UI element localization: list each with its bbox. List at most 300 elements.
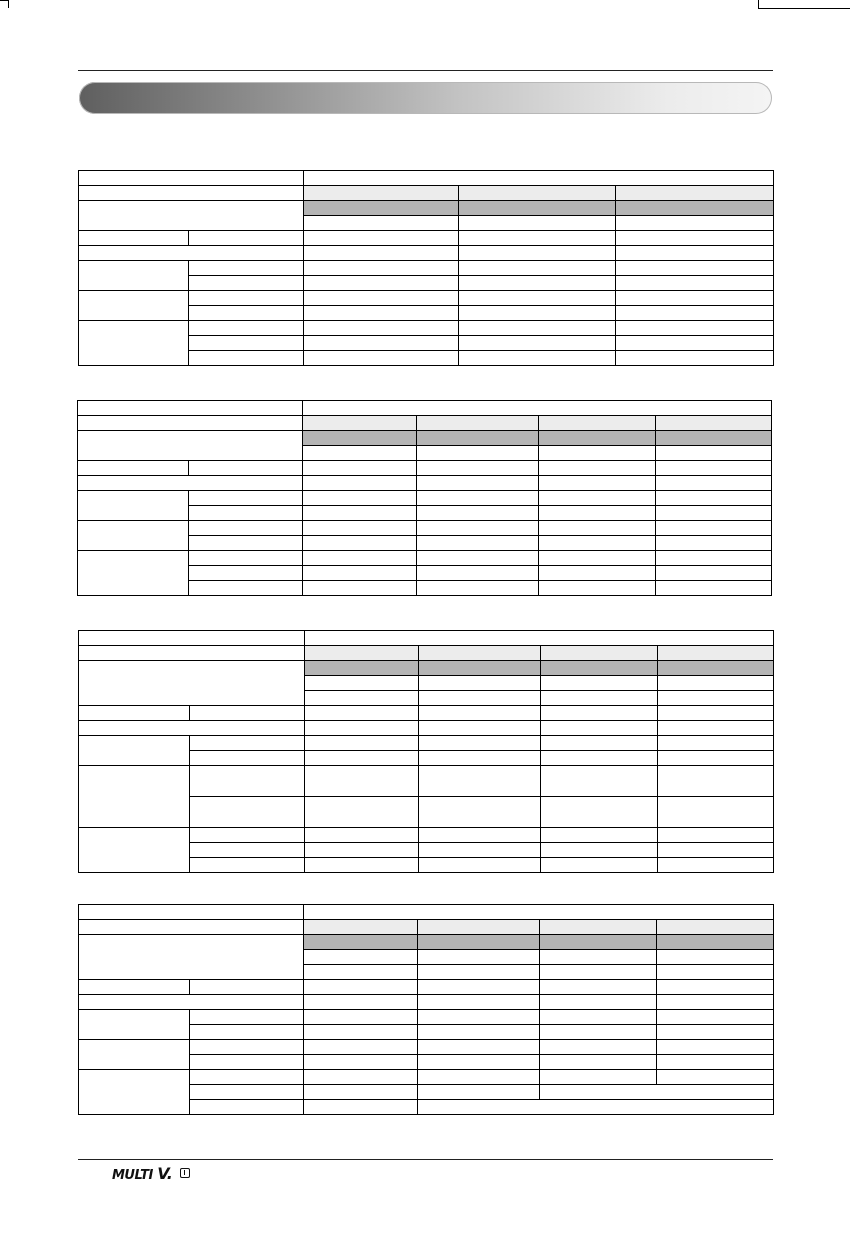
table-cell (616, 216, 774, 231)
table-row (78, 401, 772, 416)
table-cell (189, 566, 303, 581)
section-header-band (79, 82, 772, 114)
table-cell (79, 1040, 190, 1070)
table-cell (303, 461, 417, 476)
table-cell (190, 828, 305, 843)
table-cell (418, 1055, 540, 1070)
table-cell (541, 828, 658, 843)
table-cell (78, 521, 189, 551)
crop-mark (758, 0, 759, 8)
table-cell (78, 491, 189, 521)
table-cell (658, 661, 774, 676)
table-row (78, 551, 772, 566)
table-cell (539, 506, 656, 521)
table-cell (78, 476, 303, 491)
table-cell (79, 766, 190, 828)
table-cell (459, 306, 616, 321)
table-cell (539, 581, 656, 596)
table-cell (656, 446, 772, 461)
table-cell (189, 291, 304, 306)
table-cell (459, 261, 616, 276)
table-cell (189, 551, 303, 566)
table-cell (304, 950, 418, 965)
table-cell (656, 461, 772, 476)
top-rule (78, 70, 773, 71)
table-cell (305, 691, 419, 706)
table-cell (656, 536, 772, 551)
table-cell (189, 306, 304, 321)
table-cell (189, 336, 304, 351)
table-cell (417, 581, 539, 596)
table-cell (303, 476, 417, 491)
table-cell (305, 828, 419, 843)
table-cell (541, 843, 658, 858)
table-cell (78, 416, 303, 431)
table-cell (305, 631, 774, 646)
table-cell (419, 706, 541, 721)
table-cell (79, 828, 190, 873)
table-row (79, 1040, 774, 1055)
table-cell (540, 920, 657, 935)
table-row (79, 905, 774, 920)
table-cell (656, 491, 772, 506)
table-cell (304, 336, 459, 351)
table-cell (304, 171, 774, 186)
table-cell (417, 506, 539, 521)
table-cell (79, 291, 189, 321)
table-cell (304, 980, 418, 995)
table-cell (541, 858, 658, 873)
brand-logo-text: MULTI (112, 1168, 153, 1183)
table-cell (459, 321, 616, 336)
table-cell (541, 676, 658, 691)
table-cell (616, 261, 774, 276)
table-cell (657, 950, 774, 965)
table-cell (540, 1025, 657, 1040)
table-cell (304, 291, 459, 306)
table-cell (418, 920, 540, 935)
table-cell (304, 965, 418, 980)
spec-table-2 (77, 400, 772, 596)
table-row (79, 231, 774, 246)
table-cell (190, 1040, 304, 1055)
table-cell (657, 1070, 774, 1085)
table-cell (79, 736, 190, 766)
table-cell (616, 351, 774, 366)
table-cell (304, 1055, 418, 1070)
table-cell (305, 661, 419, 676)
table-cell (419, 646, 541, 661)
table-cell (657, 995, 774, 1010)
table-cell (419, 766, 541, 797)
table-cell (190, 843, 305, 858)
spec-table-1 (78, 170, 774, 366)
table-row (78, 491, 772, 506)
table-cell (303, 506, 417, 521)
table-cell (419, 721, 541, 736)
table-cell (656, 551, 772, 566)
table-cell (304, 306, 459, 321)
table-cell (304, 920, 418, 935)
table-cell (539, 536, 656, 551)
table-cell (79, 171, 304, 186)
table-cell (418, 950, 540, 965)
table-cell (78, 401, 303, 416)
table-cell (459, 231, 616, 246)
table-cell (657, 1025, 774, 1040)
table-cell (418, 1100, 774, 1115)
table-cell (459, 186, 616, 201)
table-cell (304, 1010, 418, 1025)
table-cell (419, 691, 541, 706)
table-cell (79, 980, 190, 995)
table-cell (539, 461, 656, 476)
table-cell (190, 797, 305, 828)
table-cell (303, 581, 417, 596)
brand-mark-icon (180, 1168, 190, 1178)
table-cell (78, 461, 189, 476)
table-row (79, 721, 774, 736)
spec-table-3 (78, 630, 774, 873)
table-cell (541, 766, 658, 797)
table-cell (616, 201, 774, 216)
table-cell (189, 231, 304, 246)
table-cell (459, 246, 616, 261)
table-row (78, 461, 772, 476)
table-cell (304, 261, 459, 276)
table-cell (78, 431, 303, 461)
table-cell (189, 581, 303, 596)
table-cell (304, 1025, 418, 1040)
table-row (78, 521, 772, 536)
table-cell (657, 920, 774, 935)
table-row (78, 476, 772, 491)
table-cell (419, 751, 541, 766)
table-cell (459, 291, 616, 306)
table-cell (658, 751, 774, 766)
table-cell (190, 1100, 304, 1115)
table-cell (79, 935, 304, 980)
table-cell (540, 980, 657, 995)
table-cell (539, 431, 656, 446)
table-cell (417, 551, 539, 566)
table-cell (419, 858, 541, 873)
table-cell (658, 843, 774, 858)
table-cell (190, 706, 305, 721)
table-cell (419, 661, 541, 676)
table-cell (305, 721, 419, 736)
table-cell (459, 336, 616, 351)
table-cell (418, 1070, 540, 1085)
table-cell (304, 935, 418, 950)
table-cell (305, 706, 419, 721)
table-cell (79, 721, 305, 736)
table-row (79, 706, 774, 721)
table-cell (79, 231, 189, 246)
table-cell (657, 965, 774, 980)
table-cell (303, 521, 417, 536)
table-cell (539, 446, 656, 461)
table-cell (658, 797, 774, 828)
table-cell (419, 676, 541, 691)
table-cell (656, 521, 772, 536)
table-cell (419, 843, 541, 858)
table-cell (541, 736, 658, 751)
table-cell (656, 566, 772, 581)
table-cell (79, 186, 304, 201)
table-cell (305, 858, 419, 873)
table-cell (190, 751, 305, 766)
table-cell (417, 446, 539, 461)
table-cell (189, 506, 303, 521)
table-cell (79, 1070, 190, 1115)
table-row (78, 431, 772, 446)
table-cell (304, 1040, 418, 1055)
table-cell (540, 995, 657, 1010)
table-cell (540, 1070, 657, 1085)
table-cell (459, 351, 616, 366)
table-cell (190, 980, 304, 995)
table-row (79, 186, 774, 201)
table-row (79, 736, 774, 751)
table-cell (190, 1070, 304, 1085)
table-cell (540, 950, 657, 965)
table-cell (304, 201, 459, 216)
table-cell (539, 476, 656, 491)
table-cell (658, 721, 774, 736)
table-cell (417, 521, 539, 536)
table-cell (417, 416, 539, 431)
table-cell (616, 291, 774, 306)
table-cell (190, 858, 305, 873)
table-cell (304, 1070, 418, 1085)
table-cell (418, 1025, 540, 1040)
table-cell (303, 536, 417, 551)
table-cell (541, 797, 658, 828)
table-cell (303, 491, 417, 506)
table-cell (419, 797, 541, 828)
table-cell (656, 506, 772, 521)
table-cell (189, 491, 303, 506)
table-cell (303, 551, 417, 566)
table-cell (79, 995, 304, 1010)
table-cell (305, 676, 419, 691)
table-cell (656, 431, 772, 446)
table-cell (658, 736, 774, 751)
table-cell (78, 551, 189, 596)
table-cell (305, 736, 419, 751)
table-row (79, 1070, 774, 1085)
table-cell (541, 646, 658, 661)
table-cell (304, 1085, 418, 1100)
table-cell (540, 1040, 657, 1055)
table-cell (304, 995, 418, 1010)
table-cell (657, 1055, 774, 1070)
table-cell (459, 216, 616, 231)
table-cell (79, 261, 189, 291)
table-cell (305, 646, 419, 661)
table-row (79, 171, 774, 186)
table-cell (304, 246, 459, 261)
table-cell (658, 858, 774, 873)
table-cell (657, 1040, 774, 1055)
table-cell (616, 336, 774, 351)
table-cell (541, 691, 658, 706)
table-cell (189, 521, 303, 536)
table-cell (189, 276, 304, 291)
table-row (79, 935, 774, 950)
table-cell (541, 721, 658, 736)
table-cell (304, 186, 459, 201)
table-cell (658, 766, 774, 797)
table-row (79, 291, 774, 306)
table-cell (657, 935, 774, 950)
table-cell (616, 306, 774, 321)
table-cell (189, 261, 304, 276)
table-cell (304, 321, 459, 336)
table-row (79, 980, 774, 995)
crop-mark (0, 0, 8, 1)
table-cell (418, 965, 540, 980)
table-cell (540, 1085, 774, 1100)
table-cell (541, 751, 658, 766)
table-cell (305, 797, 419, 828)
table-cell (304, 351, 459, 366)
table-cell (418, 995, 540, 1010)
table-cell (417, 476, 539, 491)
table-cell (418, 980, 540, 995)
table-cell (539, 521, 656, 536)
table-row (79, 1010, 774, 1025)
table-row (79, 646, 774, 661)
table-cell (79, 631, 305, 646)
table-cell (417, 431, 539, 446)
table-cell (79, 201, 304, 231)
table-cell (305, 751, 419, 766)
table-row (79, 201, 774, 216)
table-row (79, 828, 774, 843)
table-cell (616, 276, 774, 291)
brand-logo-v: V. (157, 1164, 173, 1183)
table-cell (79, 246, 304, 261)
table-cell (418, 1010, 540, 1025)
table-cell (303, 566, 417, 581)
table-cell (79, 920, 304, 935)
table-cell (304, 231, 459, 246)
table-cell (540, 1010, 657, 1025)
table-cell (616, 321, 774, 336)
table-cell (417, 566, 539, 581)
table-cell (189, 321, 304, 336)
table-cell (540, 1055, 657, 1070)
table-cell (540, 965, 657, 980)
table-cell (305, 843, 419, 858)
table-cell (418, 935, 540, 950)
table-row (79, 661, 774, 676)
table-cell (190, 1010, 304, 1025)
table-cell (616, 246, 774, 261)
table-cell (658, 691, 774, 706)
table-cell (79, 706, 190, 721)
table-cell (540, 935, 657, 950)
table-cell (190, 766, 305, 797)
table-cell (190, 1055, 304, 1070)
table-cell (656, 581, 772, 596)
table-cell (658, 828, 774, 843)
brand-logo (112, 1164, 190, 1182)
table-cell (459, 276, 616, 291)
table-cell (303, 416, 417, 431)
table-row (79, 246, 774, 261)
table-row (79, 766, 774, 797)
table-cell (190, 736, 305, 751)
table-cell (616, 186, 774, 201)
table-cell (189, 536, 303, 551)
table-cell (656, 476, 772, 491)
table-row (79, 920, 774, 935)
table-cell (658, 646, 774, 661)
table-cell (657, 1010, 774, 1025)
bottom-rule (78, 1159, 773, 1160)
table-cell (304, 1100, 418, 1115)
table-row (79, 321, 774, 336)
table-cell (418, 1085, 540, 1100)
table-cell (304, 905, 774, 920)
table-cell (190, 1025, 304, 1040)
table-cell (304, 276, 459, 291)
table-cell (656, 416, 772, 431)
table-cell (418, 1040, 540, 1055)
table-cell (79, 646, 305, 661)
crop-mark (8, 0, 9, 8)
table-cell (539, 566, 656, 581)
table-cell (459, 201, 616, 216)
table-row (79, 631, 774, 646)
table-cell (304, 216, 459, 231)
table-cell (303, 446, 417, 461)
table-cell (658, 706, 774, 721)
table-cell (189, 461, 303, 476)
table-row (78, 416, 772, 431)
table-cell (419, 736, 541, 751)
crop-mark (758, 8, 850, 9)
table-cell (190, 1085, 304, 1100)
table-cell (303, 431, 417, 446)
table-cell (541, 706, 658, 721)
table-cell (189, 351, 304, 366)
table-cell (79, 1010, 190, 1040)
table-cell (417, 461, 539, 476)
table-cell (305, 766, 419, 797)
table-cell (657, 980, 774, 995)
table-row (79, 261, 774, 276)
table-cell (419, 828, 541, 843)
table-cell (417, 536, 539, 551)
table-cell (541, 661, 658, 676)
spec-table-4 (78, 904, 774, 1115)
table-cell (539, 491, 656, 506)
table-cell (539, 551, 656, 566)
table-cell (79, 905, 304, 920)
table-cell (303, 401, 772, 416)
table-cell (417, 491, 539, 506)
table-row (79, 995, 774, 1010)
table-cell (658, 676, 774, 691)
table-cell (79, 321, 189, 366)
table-cell (616, 231, 774, 246)
table-cell (539, 416, 656, 431)
table-cell (79, 661, 305, 706)
